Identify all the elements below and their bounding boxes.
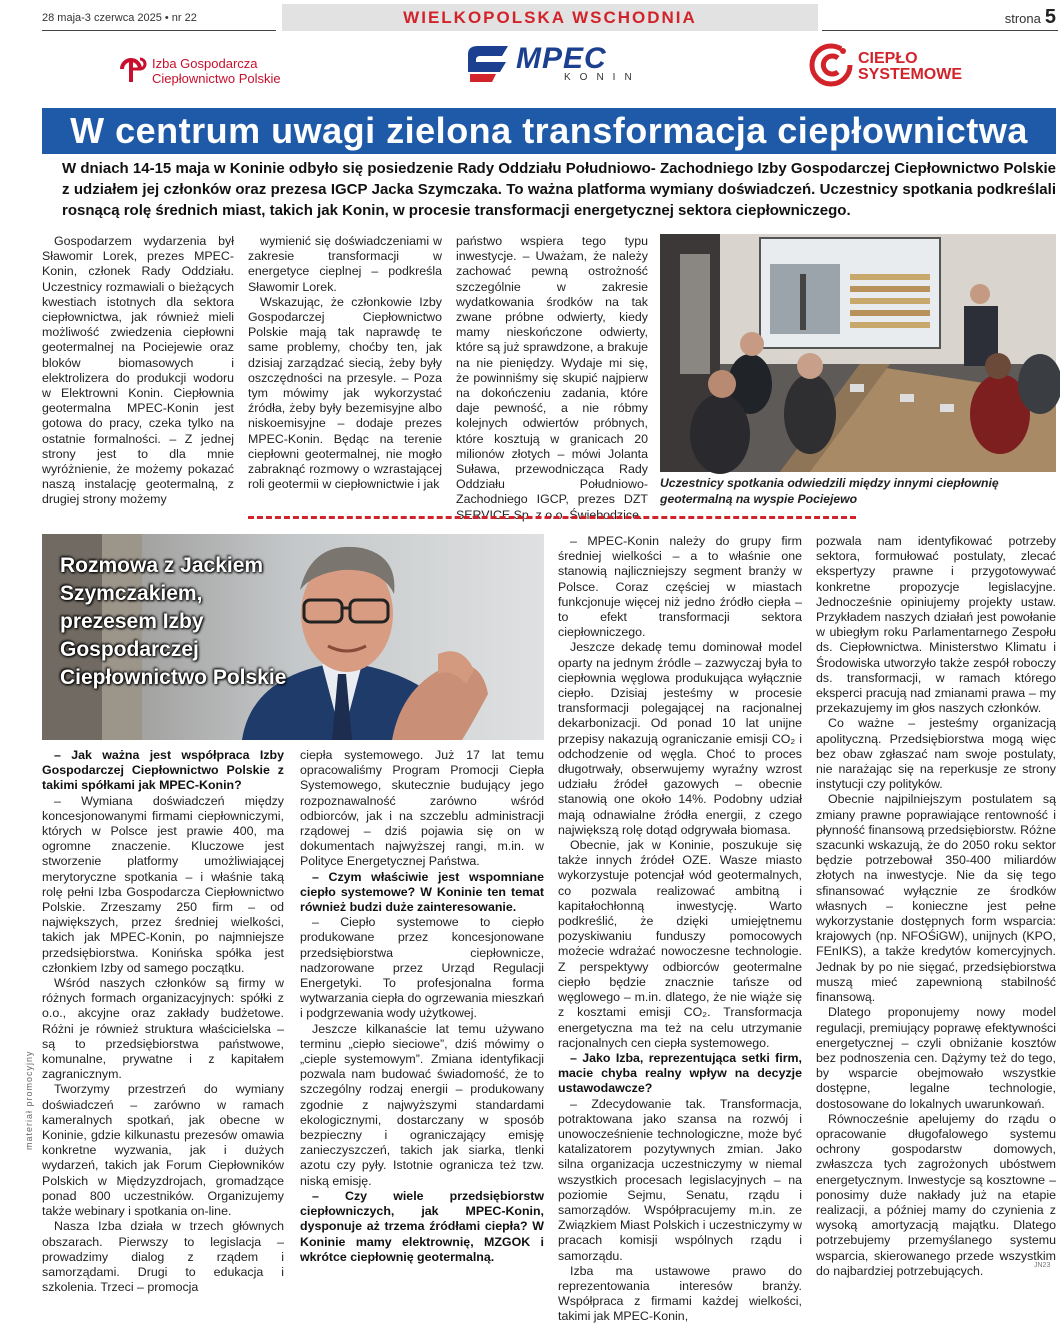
interview-column-3 [558,534,802,1325]
mpec-logo [466,42,646,88]
interview-question: – Czym właściwie jest wspomniane ciepło systemowe? W Koninie ten temat również budzi duże zainteresowanie. [300,869,544,915]
issue-date: 28 maja-3 czerwca 2025 • nr 22 [42,12,197,24]
article-column-3 [456,234,648,523]
interview-column-2 [300,748,544,1265]
article-column-1 [42,234,234,508]
interview-answer: Obecnie najpilniejszym postulatem są zmiany prawne poprawiające rentowność i płynność finansową przedsiębiorstw. Różne szacunki wskazują, że do 2050 roku sektor będzie potrzebował 350-400 miliardów złotych na inwestycje. Nie da się tego sfinansować wyłącznie ze środków własnych – konieczne jest pełne wykorzystanie dostępnych form wsparcia: krajowych (np. NFOŚiGW), unijnych (KPO, FEnIKS), a także kredytów komercyjnych. Jednak by po nie sięgać, przedsiębiorstwa muszą mieć zapewnioną stabilność finansową. [816,792,1056,1005]
interview-answer: – Zdecydowanie tak. Transformacja, potraktowana jako szansa na rozwój i unowocześnienie technologiczne, może być katalizatorem pozytywnych zmian. Jako silna organizacja uczestniczymy w niemal wszystkich procesach legislacyjnych – na poziomie Sejmu, Senatu, rządu i samorządów. Współpracujemy m.in. ze Związkiem Miast Polskich i uczestniczymy w pracach komisji wspólnych rządu i samorządu. [558,1096,802,1263]
igcp-logo [118,50,288,90]
interview-answer: Jeszcze kilkanaście lat temu używano terminu „ciepło sieciowe”, dziś mówimy o „cieple systemowym”. Zmiana identyfikacji pozwala nam budować świadomość, że to szczególny rodzaj energii – produkowany zgodnie z najwyższymi standardami ekologicznymi, dostarczany w sposób bezpieczny i ograniczający emisję zanieczyszczeń, takich jak siarka, tlenki azotu czy pyły. Istotnie ogranicza też tzw. niską emisję. [300,1021,544,1188]
mpec-mark-icon [466,44,512,84]
interview-answer: ciepła systemowego. Już 17 lat temu opracowaliśmy Program Promocji Ciepła Systemowego, skutecznie budujący jego rozpoznawalność zarówno wśród odbiorców, jak i na szczeblu administracji rządowej – dziś pojawia się on w dokumentach najwyższej rangi, m.in. w Polityce Energetycznej Państwa. [300,748,544,869]
article-paragraph: Gospodarzem wydarzenia był Sławomir Lorek, prezes MPEC-Konin, członek Rady Oddziału. Uczestnicy rozmawiali o bieżących kwestiach istotnych dla sektora ciepłownictwa, jak również mieli możliwość zwiedzenia ciepłowni geotermalnej na Pociejewie oraz bloków biomasowych i elektrolizera do produkcji wodoru w Elektrowni Konin. Ciepłownia geotermalna MPEC-Konin jest gotowa do pracy, czeka tylko na ostatnie formalności. – Z jednej strony jest to dla mnie wyróżnienie, że możemy pokazać naszą instalację geotermalną, z drugiej strony możemy [42,234,234,507]
page-number [1005,6,1056,29]
interview-column-1 [42,748,284,1295]
interview-answer: – Wymiana doświadczeń między koncesjonowanymi firmami ciepłowniczymi, których w Polsce jest prawie 400, ma ogromne znaczenie. Kluczowe jest stworzenie platformy umożliwiającej merytoryczne spotkania – i właśnie taką rolę pełni Izba Gospodarcza Ciepłownictwo Polskie. Zrzeszamy 250 firm – od największych, przez średniej wielkości, takich jak MPEC-Konin, po najmniejsze przedsiębiorstwa. Konińska spółka jest członkiem Izby od samego początku. [42,793,284,975]
cieplo-line1: CIEPŁO [858,50,918,67]
interview-answer: Wśród naszych członków są firmy w różnych formach organizacyjnych: spółki z o.o., akcyjne oraz zakłady budżetowe. Różni je również struktura właścicielska – są to przedsiębiorstwa państwowe, komunalne, prywatne i z kapitałem zagranicznym. [42,976,284,1082]
interview-answer: Równocześnie apelujemy do rządu o opracowanie długofalowego systemu ochrony gospodarstw domowych, zwłaszcza tych zagrożonych ubóstwem energetycznym. Inwestycje są kosztowne – ponosimy duże nakłady już na etapie realizacji, a później mamy do czynienia z wysoką amortyzacją majątku. Dlatego potrzebujemy przemyślanego systemu wsparcia, skierowanego przede wszystkim do najbardziej potrzebujących. [816,1111,1056,1278]
header-rule-left [42,30,276,31]
region-banner [282,4,818,31]
interview-question: – Jako Izba, reprezentująca setki firm, macie chyba realny wpływ na decyzje ustawodawcze? [558,1050,802,1096]
cieplo-systemowe-logo [808,42,978,88]
photo-caption: Uczestnicy spotkania odwiedzili między innymi ciepłownię geotermalną na wyspie Pociejewo [660,476,999,506]
title-banner [42,108,1056,154]
interview-question: – Jak ważna jest współpraca Izby Gospodarczej Ciepłownictwo Polskie z takimi spółkami jak MPEC-Konin? [42,748,284,793]
interview-answer: pozwala nam identyfikować potrzeby sektora, formułować postulaty, zlecać ekspertyzy prawne i przygotowywać konkretne propozycje legislacyjne. Jednocześnie opiniujemy projekty ustaw. Przykładem naszych działań jest powołanie w ubiegłym roku Parlamentarnego Zespołu ds. Ciepłownictwa. Ministerstwo Klimatu i Środowiska utworzyło także zespół roboczy ds. transformacji, w ramach którego eksperci pracują nad zmianami prawa – my przekazujemy im głos naszych członków. [816,534,1056,716]
igcp-mark-icon [118,54,148,84]
interview-column-4 [816,534,1056,1279]
igcp-line1: Izba Gospodarcza [152,56,258,71]
interview-answer: Co ważne – jesteśmy organizacją apolityczną. Przedsiębiorstwa mogą więc bez obaw zgłaszać nam swoje postulaty, nie narażając się na reperkusje ze strony instytucji czy polityków. [816,716,1056,792]
interview-answer: Dlatego proponujemy nowy model regulacji, premiujący poprawę efektywności energetycznej – czyli obniżanie kosztów bez podnoszenia cen. Dążymy też do tego, by wsparcie obejmowało wszystkie dostępne, legalne technologie, dostosowane do lokalnych uwarunkowań. [816,1005,1056,1111]
interview-question: – Czy wiele przedsiębiorstw ciepłowniczych, jak MPEC-Konin, dysponuje aż trzema źródłami ciepła? W Koninie mamy elektrownię, MZGOK i wkrótce ciepłownię geotermalną. [300,1188,544,1264]
interview-answer: – Ciepło systemowe to ciepło produkowane przez koncesjonowane przedsiębiorstwa ciepłownicze, nadzorowane przez Urząd Regulacji Energetyki. To profesjonalna forma wytwarzania ciepła do ogrzewania mieszkań i podgrzewania wody użytkowej. [300,915,544,1021]
article-lead: W dniach 14-15 maja w Koninie odbyło się posiedzenie Rady Oddziału Południowo- Zachodniego Izby Gospodarczej Ciepłownictwo Polskie z udziałem jej członków oraz prezesa IGCP Jacka Szymczaka. To ważna platforma wymiany doświadczeń. Uczestnicy spotkania podkreślali rosnącą rolę średnich miast, takich jak Konin, w procesie transformacji energetycznej sektora ciepłowniczego. [62,160,1056,219]
interview-answer: – MPEC-Konin należy do grupy firm średniej wielkości – a to właśnie one stanowią najliczniejszy segment branży w Polsce. Coraz częściej w miastach funkcjonuje więcej niż jedno źródło ciepła – to efekt transformacji sektora ciepłowniczego. [558,534,802,640]
cieplo-line2: SYSTEMOWE [858,66,963,83]
page-number-value: 5 [1044,6,1056,28]
article-title: W centrum uwagi zielona transformacja ciepłownictwa [70,110,1028,151]
dashed-separator [248,516,856,520]
mpec-name: MPEC [516,42,607,75]
igcp-line2: Ciepłownictwo Polskie [152,71,281,86]
interview-answer: Izba ma ustawowe prawo do reprezentowania interesów branży. Współpraca z firmami każdej wielkości, takimi jak MPEC-Konin, [558,1263,802,1324]
header-rule-right [822,30,1058,31]
region-label: WIELKOPOLSKA WSCHODNIA [403,8,697,27]
interview-answer: Obecnie, jak w Koninie, poszukuje się także innych źródeł OZE. Wasze miasto wykorzystuje potencjał wód geotermalnych, co pozwala realizować ambitną i kapitałochłonną inwestycję. Warto podkreślić, że dzięki umiejętnemu pozyskiwaniu funduszy pomocowych możecie wdrażać nowoczesne technologie. Z perspektywy odbiorców geotermalne ciepło będzie znacznie tańsze od węglowego – m.in. dlatego, że nie wiąże się z kosztami emisji CO₂. Transformacja energetyczna ma też na celu utrzymanie racjonalnych cen ciepła systemowego. [558,838,802,1050]
article-paragraph: państwo wspiera tego typu inwestycje. – Uważam, że należy zachować pewną ostrożność szczególnie w zakresie wydatkowania środków na tak zwane próbne odwierty, kiedy mamy nieskończone odwierty, które są już sprawdzone, a brakuje na nie pieniędzy. Wydaje mi się, że powinniśmy się skupić najpierw na dokończeniu zadania, które daje pewność, a nie róbmy kolejnych odwiertów próbnych, które kosztują w granicach 20 milionów złotych – mówi Jolanta Suława, przewodnicząca Rady Oddziału Południowo-Zachodniego IGCP, prezes DZT SERVICE Sp. z o.o. Świebodzice. [456,234,648,522]
meeting-photo [660,234,1056,472]
article-paragraph: Wskazując, że członkowie Izby Gospodarczej Ciepłownictwo Polskie mają tak naprawdę te same problemy, choćby ten, jak dzisiaj zarządzać siecią, żeby były oszczędności na przesyle. – Poza tym mówimy jak wykorzystać źródła, żeby były bezemisyjne albo niskoemisyjne – dodaje prezes MPEC-Konin. Będąc na terenie ciepłowni geotermalnej, nie mogło zabraknąć rozmowy o wzrastającej roli geotermii w ciepłownictwie i jak [248,294,442,492]
article-column-2 [248,234,442,492]
interview-answer: Jeszcze dekadę temu dominował model oparty na jednym źródle – zazwyczaj była to ciepłownia węglowa produkująca wyłącznie ciepło. Dzisiaj jesteśmy w procesie transformacji polegającej na racjonalnej dekarbonizacji. Od ponad 10 lat unijne przepisy nakazują ograniczanie emisji CO₂ i odchodzenie od węgla. Choć to proces długotrwały, obserwujemy wyraźny wzrost udziału źródeł gazowych – obecnie stanowią one około 14%. Podobny udział mają odnawialne źródła energii, z czego największą rolę dotąd odgrywała biomasa. [558,640,802,837]
page-label: strona [1004,11,1041,26]
article-paragraph: wymienić się doświadczeniami w zakresie transformacji w energetyce cieplnej – podkreśla Sławomir Lorek. [248,234,442,294]
interview-answer: Nasza Izba działa w trzech głównych obszarach. Pierwszy to legislacja – prowadzimy dialog z rządem i samorządami. Drugi to edukacja i szkolenia. Trzeci – promocja [42,1219,284,1295]
interview-answer: Tworzymy przestrzeń do wymiany doświadczeń – zarówno w ramach kameralnych spotkań, jak obecne w Koninie, gdzie kilkunastu prezesów omawia konkretne wyzwania, jak i dużych wydarzeń, takich jak Forum Ciepłowników Polskich w Międzyzdrojach, gromadzące ponad 800 uczestników. Organizujemy także webinary i spotkania on-line. [42,1082,284,1219]
mpec-city: KONIN [564,72,641,83]
meeting-photo-illustration [660,234,1056,472]
promo-note: materiał promocyjny [24,1050,34,1150]
interview-title: Rozmowa z Jackiem Szymczakiem, prezesem Izby Gospodarczej Ciepłownictwo Polskie [60,554,287,689]
footnote-code: JN23 [1034,1262,1051,1269]
cieplo-mark-icon [808,42,854,88]
